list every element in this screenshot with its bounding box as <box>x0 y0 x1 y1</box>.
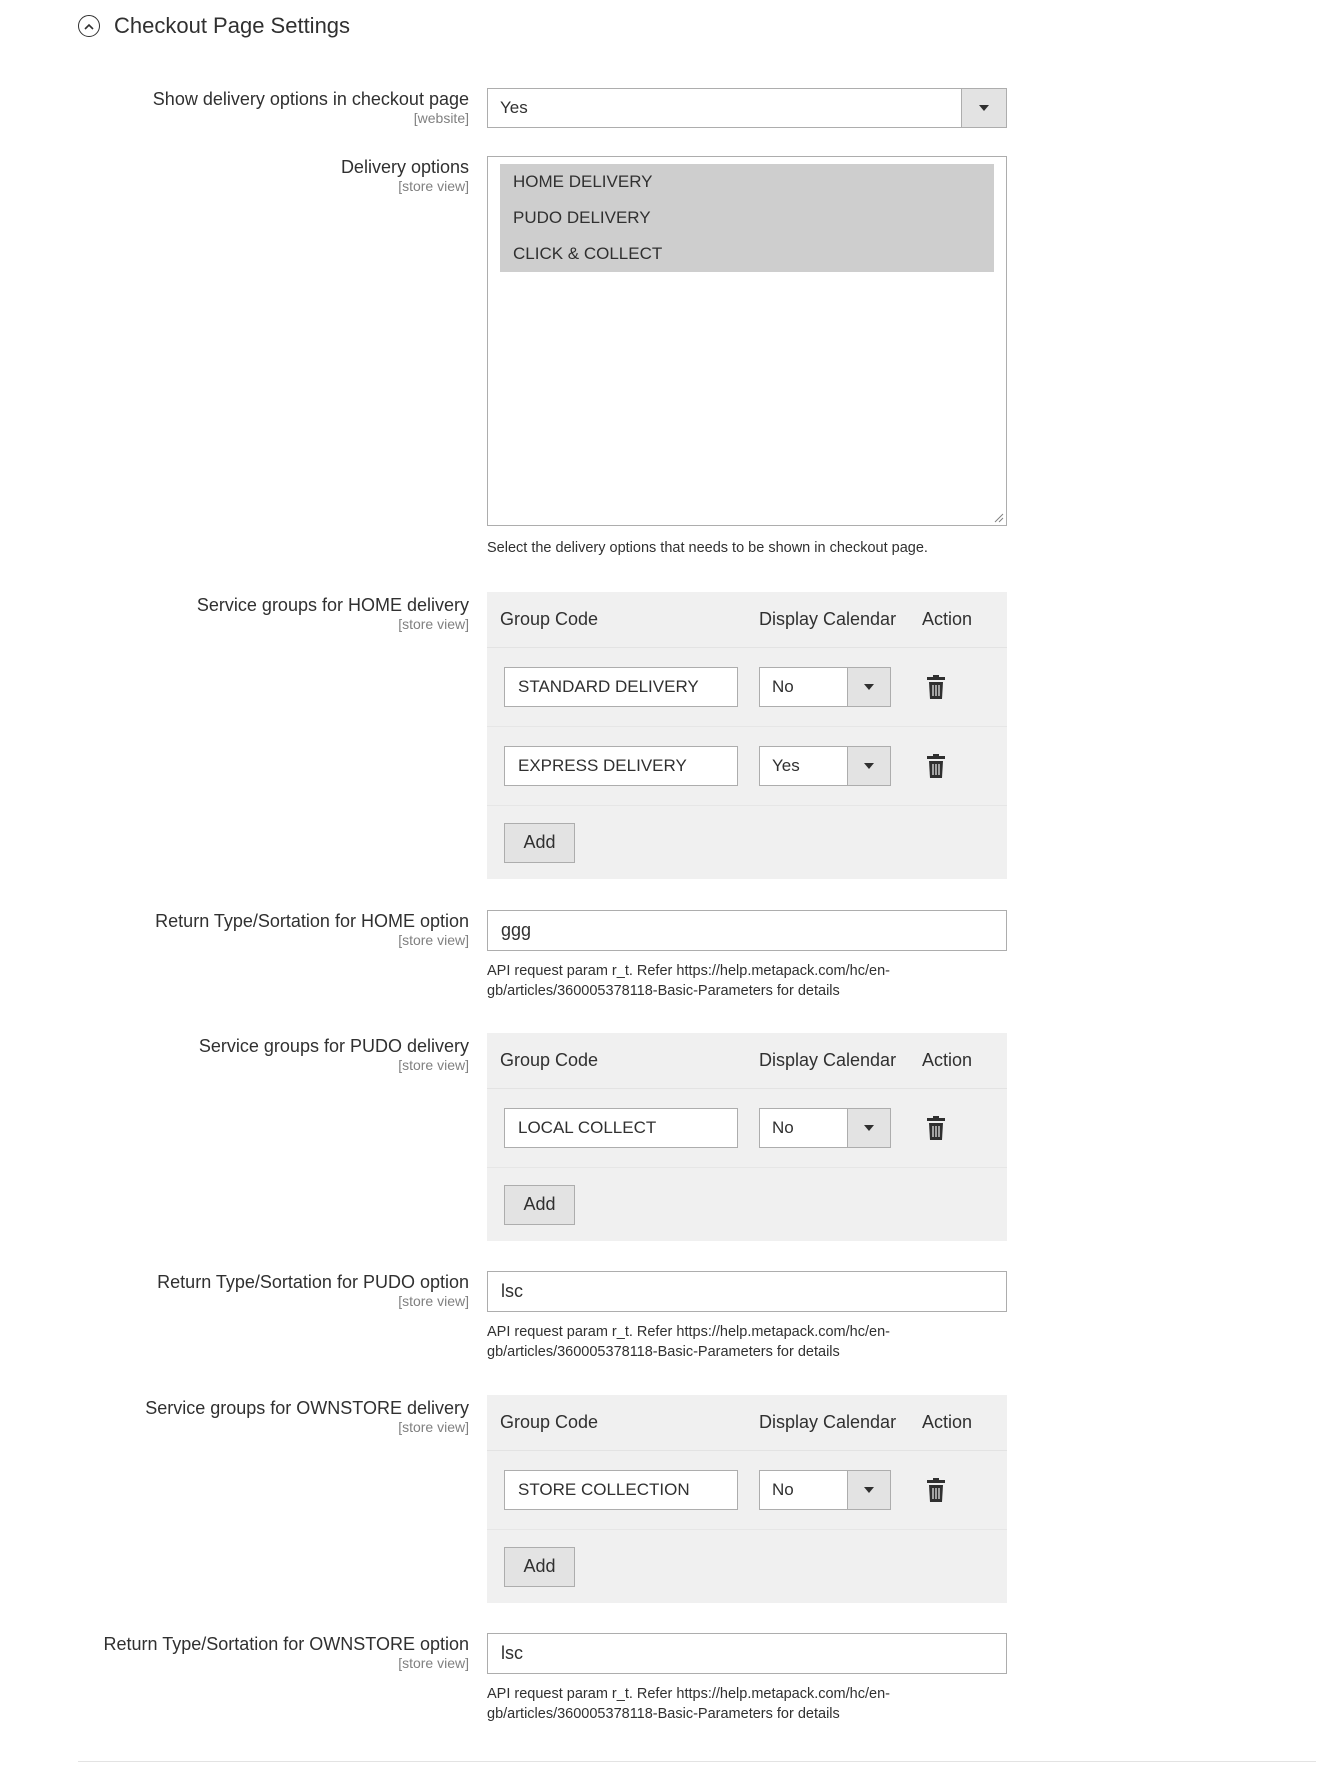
label-show-delivery <box>153 88 469 126</box>
section-divider <box>78 1761 1316 1762</box>
label-pudo-groups <box>199 1035 469 1073</box>
delete-row-icon[interactable] <box>925 1477 947 1503</box>
header-group-code: Group Code <box>500 609 599 629</box>
show-delivery-select[interactable] <box>487 88 1007 128</box>
note-line: gb/articles/360005378118-Basic-Parameters for details <box>487 1706 840 1722</box>
pudo-groups-table <box>487 1033 1007 1241</box>
chevron-down-icon[interactable] <box>961 89 1006 127</box>
label-ownstore-return <box>104 1633 470 1671</box>
field-label: Return Type/Sortation for PUDO option <box>157 1272 469 1292</box>
chevron-down-icon[interactable] <box>847 668 890 706</box>
delete-row-icon[interactable] <box>925 674 947 700</box>
label-delivery-options <box>341 156 469 194</box>
select-value: No <box>772 1118 794 1137</box>
table-row <box>487 648 1007 727</box>
scope-label: [store view] <box>398 932 469 948</box>
section-toggle[interactable] <box>78 10 350 42</box>
table-footer <box>487 1530 1007 1603</box>
field-label: Return Type/Sortation for OWNSTORE option <box>103 1634 469 1654</box>
home-groups-table <box>487 592 1007 879</box>
header-display-calendar: Display Calendar <box>759 609 897 629</box>
select-value: No <box>772 677 794 696</box>
chevron-down-icon[interactable] <box>847 1109 890 1147</box>
note-line: API request param r_t. Refer https://help.metapack.com/hc/en- <box>487 963 890 979</box>
resize-grip-icon[interactable] <box>994 513 1004 523</box>
display-calendar-select[interactable] <box>759 746 891 786</box>
note-line: API request param r_t. Refer https://help.metapack.com/hc/en- <box>487 1686 890 1702</box>
table-row <box>487 727 1007 806</box>
add-row-button[interactable]: Add <box>504 823 575 863</box>
label-home-groups <box>197 594 469 632</box>
field-label: Delivery options <box>340 157 469 177</box>
option-pudo-delivery[interactable]: PUDO DELIVERY <box>500 200 994 236</box>
home-return-input[interactable]: ggg <box>487 910 1007 951</box>
table-row <box>487 1089 1007 1168</box>
select-value: No <box>772 1480 794 1499</box>
scope-label: [store view] <box>398 1057 469 1073</box>
ownstore-groups-table <box>487 1395 1007 1603</box>
table-footer <box>487 806 1007 879</box>
note-line: gb/articles/360005378118-Basic-Parameters for details <box>487 1344 840 1360</box>
scope-label: [store view] <box>398 178 469 194</box>
table-header <box>487 1395 1007 1451</box>
field-label: Return Type/Sortation for HOME option <box>155 911 469 931</box>
header-action: Action <box>922 1412 973 1432</box>
group-code-input[interactable]: STORE COLLECTION <box>504 1470 738 1510</box>
table-footer <box>487 1168 1007 1241</box>
note-line: API request param r_t. Refer https://help.metapack.com/hc/en- <box>487 1324 890 1340</box>
header-display-calendar: Display Calendar <box>759 1412 897 1432</box>
delete-row-icon[interactable] <box>925 1115 947 1141</box>
field-label: Service groups for OWNSTORE delivery <box>145 1398 469 1418</box>
display-calendar-select[interactable] <box>759 667 891 707</box>
header-group-code: Group Code <box>500 1412 599 1432</box>
select-value: Yes <box>772 756 800 775</box>
note-line: gb/articles/360005378118-Basic-Parameters for details <box>487 983 840 999</box>
pudo-return-input[interactable]: lsc <box>487 1271 1007 1312</box>
label-ownstore-groups <box>145 1397 469 1435</box>
header-action: Action <box>922 609 973 629</box>
group-code-input[interactable]: LOCAL COLLECT <box>504 1108 738 1148</box>
display-calendar-select[interactable] <box>759 1470 891 1510</box>
scope-label: [website] <box>413 110 469 126</box>
group-code-input[interactable]: EXPRESS DELIVERY <box>504 746 738 786</box>
header-group-code: Group Code <box>500 1050 599 1070</box>
help-note <box>487 961 1007 1001</box>
table-header <box>487 1033 1007 1089</box>
scope-label: [store view] <box>398 1419 469 1435</box>
display-calendar-select[interactable] <box>759 1108 891 1148</box>
header-action: Action <box>922 1050 973 1070</box>
scope-label: [store view] <box>398 1655 469 1671</box>
chevron-down-icon[interactable] <box>847 1471 890 1509</box>
group-code-input[interactable]: STANDARD DELIVERY <box>504 667 738 707</box>
field-label: Service groups for PUDO delivery <box>198 1036 469 1056</box>
chevron-down-icon[interactable] <box>847 747 890 785</box>
scope-label: [store view] <box>398 1293 469 1309</box>
option-home-delivery[interactable]: HOME DELIVERY <box>500 164 994 200</box>
select-value: Yes <box>500 98 528 117</box>
delivery-options-multiselect[interactable] <box>487 156 1007 526</box>
field-label: Show delivery options in checkout page <box>152 89 469 109</box>
help-note: Select the delivery options that needs to be shown in checkout page. <box>487 540 928 556</box>
table-row <box>487 1451 1007 1530</box>
label-home-return <box>155 910 469 948</box>
option-click-collect[interactable]: CLICK & COLLECT <box>500 236 994 272</box>
collapse-icon <box>78 15 100 37</box>
label-pudo-return <box>157 1271 469 1309</box>
field-label: Service groups for HOME delivery <box>196 595 469 615</box>
help-note <box>487 1322 1007 1362</box>
add-row-button[interactable]: Add <box>504 1547 575 1587</box>
add-row-button[interactable]: Add <box>504 1185 575 1225</box>
scope-label: [store view] <box>398 616 469 632</box>
table-header <box>487 592 1007 648</box>
delete-row-icon[interactable] <box>925 753 947 779</box>
section-title: Checkout Page Settings <box>114 13 351 38</box>
header-display-calendar: Display Calendar <box>759 1050 897 1070</box>
help-note <box>487 1684 1007 1724</box>
ownstore-return-input[interactable]: lsc <box>487 1633 1007 1674</box>
